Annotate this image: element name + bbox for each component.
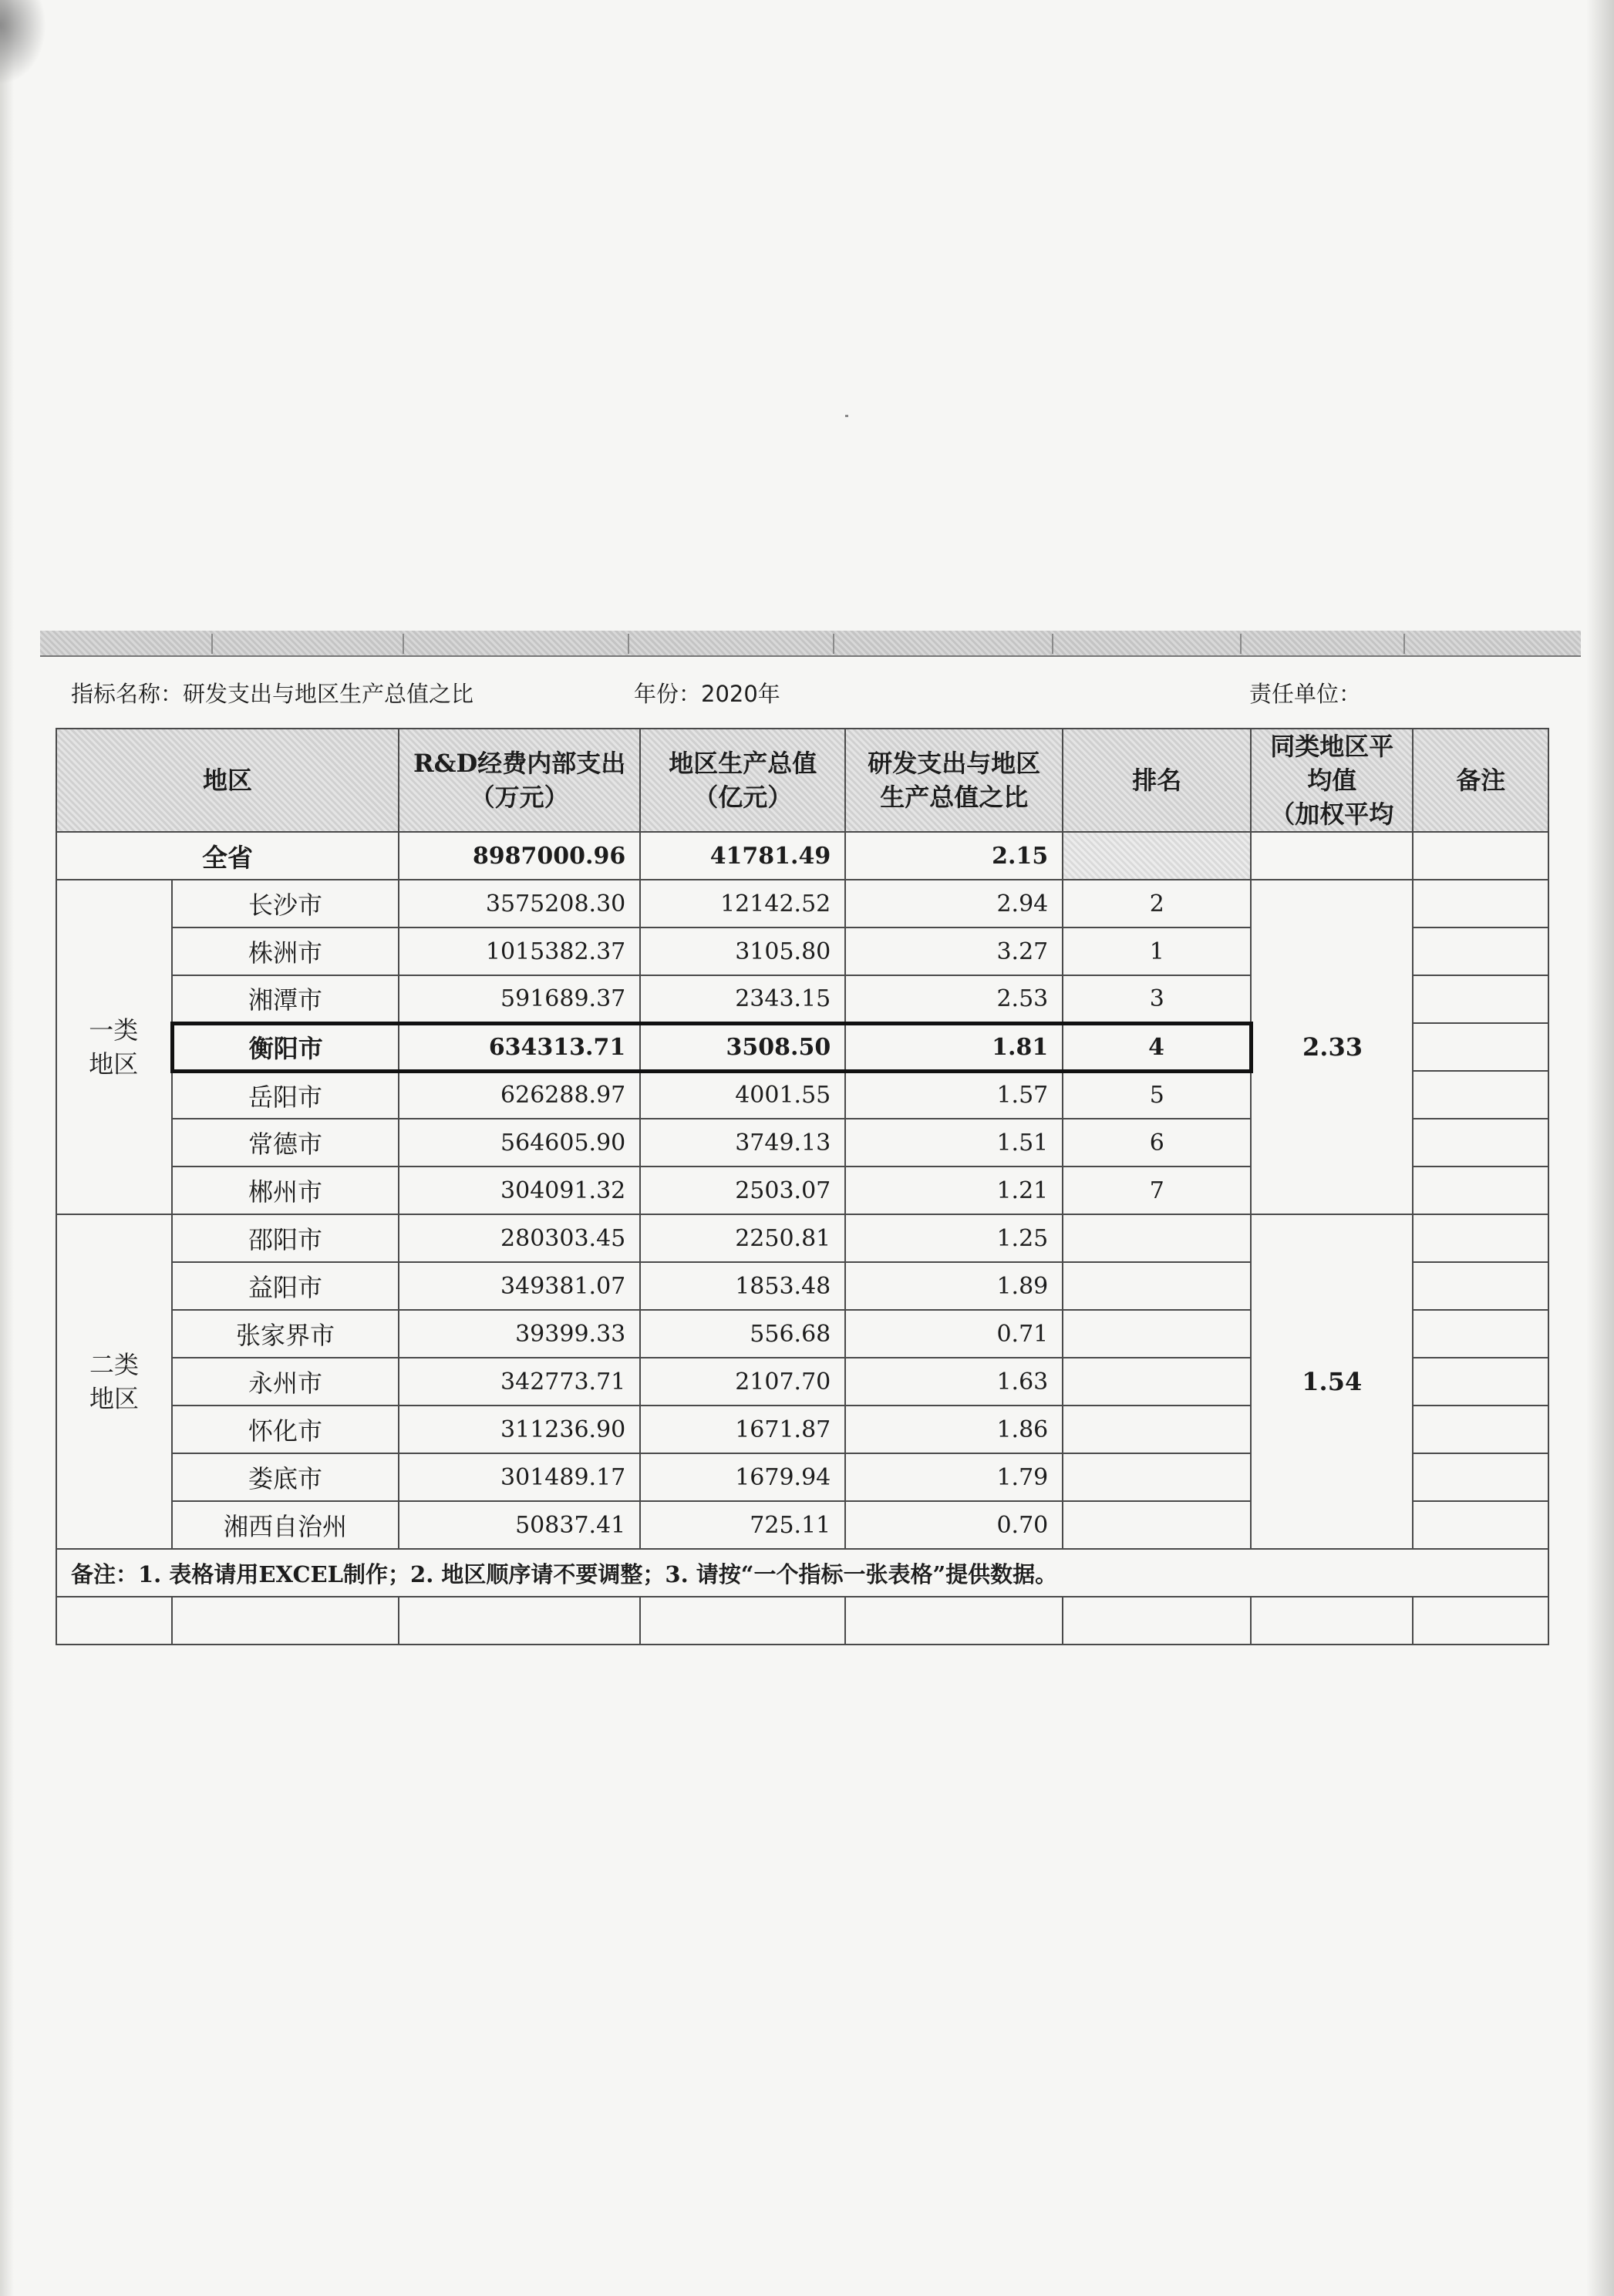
gdp-value: 2503.07 [640,1167,845,1214]
remark-cell [1413,1358,1548,1406]
remark-cell [1413,880,1548,927]
city-name: 湘潭市 [172,975,399,1023]
header-gdp-line2: （亿元） [693,783,793,812]
column-divider [1403,634,1405,654]
table-row [56,1214,1548,1262]
rd-value: 280303.45 [399,1214,640,1262]
remark-cell [1413,975,1548,1023]
empty-cell [1063,1597,1251,1645]
remark-cell [1413,1119,1548,1167]
empty-cell [1251,1597,1413,1645]
rd-value: 311236.90 [399,1406,640,1453]
empty-cell [640,1597,845,1645]
remark-cell [1413,1501,1548,1549]
ratio-value: 1.79 [845,1453,1063,1501]
header-ratio-line2: 生产总值之比 [880,783,1029,812]
remark-cell [1413,1406,1548,1453]
gdp-value: 12142.52 [640,880,845,927]
gdp-value: 2107.70 [640,1358,845,1406]
header-rd-spending [399,729,640,832]
header-avg-line2: 均值 [1307,766,1357,795]
remark-cell [1413,927,1548,975]
table-row [56,880,1548,927]
column-divider [211,634,213,654]
paper-edge-left [0,0,14,2296]
city-name: 湘西自治州 [172,1501,399,1549]
ratio-value: 0.71 [845,1310,1063,1358]
ratio-value: 1.86 [845,1406,1063,1453]
rd-value: 564605.90 [399,1119,640,1167]
header-group-average [1251,729,1413,832]
ratio-value: 1.63 [845,1358,1063,1406]
ratio-value: 1.25 [845,1214,1063,1262]
rank-value [1063,1358,1251,1406]
rank-value: 4 [1063,1023,1251,1071]
gdp-value: 3508.50 [640,1023,845,1071]
city-name: 怀化市 [172,1406,399,1453]
remark-cell [1413,1262,1548,1310]
city-name: 常德市 [172,1119,399,1167]
empty-row [56,1597,1548,1645]
header-remark: 备注 [1413,729,1548,832]
footnote: 备注：1. 表格请用EXCEL制作；2. 地区顺序请不要调整；3. 请按“一个指标一张表格”提供数据。 [56,1549,1548,1597]
column-divider [403,634,404,654]
remark-cell [1413,1310,1548,1358]
header-avg-line1: 同类地区平 [1270,732,1394,761]
header-ratio-line1: 研发支出与地区 [868,749,1041,778]
header-ratio [845,729,1063,832]
sheet-info-row [40,657,1581,725]
remark-cell [1413,1023,1548,1071]
remark-cell [1413,1167,1548,1214]
rd-value: 626288.97 [399,1071,640,1119]
column-divider [628,634,629,654]
province-rd: 8987000.96 [399,832,640,880]
province-ratio: 2.15 [845,832,1063,880]
rd-value: 3575208.30 [399,880,640,927]
group-label-line1: 一类 [89,1015,139,1045]
column-header-strip [40,631,1581,657]
responsible-unit: 责任单位： [1249,681,1362,707]
rank-value: 5 [1063,1071,1251,1119]
scan-smudge [0,0,46,85]
province-row [56,832,1548,880]
city-name: 益阳市 [172,1262,399,1310]
ratio-value: 1.57 [845,1071,1063,1119]
rank-value: 7 [1063,1167,1251,1214]
province-rank [1063,832,1251,880]
ratio-value: 1.89 [845,1262,1063,1310]
group-average: 1.54 [1251,1214,1413,1549]
column-divider [833,634,834,654]
rd-value: 39399.33 [399,1310,640,1358]
ratio-value: 3.27 [845,927,1063,975]
header-gdp-line1: 地区生产总值 [669,749,817,778]
scan-speck [845,415,848,417]
city-name: 衡阳市 [172,1023,399,1071]
gdp-value: 1853.48 [640,1262,845,1310]
table-header-row [56,729,1548,832]
ratio-value: 1.21 [845,1167,1063,1214]
header-avg-line3: （加权平均 [1270,800,1394,829]
city-name: 岳阳市 [172,1071,399,1119]
empty-cell [399,1597,640,1645]
gdp-value: 3749.13 [640,1119,845,1167]
spreadsheet-printout [40,631,1581,1662]
empty-cell [845,1597,1063,1645]
ratio-value: 1.51 [845,1119,1063,1167]
rank-value: 3 [1063,975,1251,1023]
empty-cell [1413,1597,1548,1645]
city-name: 长沙市 [172,880,399,927]
city-name: 郴州市 [172,1167,399,1214]
data-table [56,728,1549,1645]
city-name: 永州市 [172,1358,399,1406]
rd-value: 349381.07 [399,1262,640,1310]
gdp-value: 2250.81 [640,1214,845,1262]
remark-cell [1413,1453,1548,1501]
group-average: 2.33 [1251,880,1413,1214]
group-label [56,880,172,1214]
ratio-value: 2.94 [845,880,1063,927]
rank-value [1063,1310,1251,1358]
gdp-value: 2343.15 [640,975,845,1023]
city-name: 娄底市 [172,1453,399,1501]
year: 年份：2020年 [634,681,780,707]
province-average [1251,832,1413,880]
header-region: 地区 [56,729,399,832]
rank-value: 1 [1063,927,1251,975]
group-label-line2: 地区 [89,1049,139,1079]
group-label-line2: 地区 [89,1384,139,1413]
rd-value: 1015382.37 [399,927,640,975]
city-name: 张家界市 [172,1310,399,1358]
gdp-value: 725.11 [640,1501,845,1549]
empty-cell [172,1597,399,1645]
ratio-value: 1.81 [845,1023,1063,1071]
rd-value: 301489.17 [399,1453,640,1501]
remark-cell [1413,1071,1548,1119]
rd-value: 591689.37 [399,975,640,1023]
header-rd-line1: R&D经费内部支出 [413,749,626,778]
paper-edge-right [1586,0,1614,2296]
header-gdp [640,729,845,832]
rank-value [1063,1406,1251,1453]
province-name: 全省 [56,832,399,880]
rank-value [1063,1214,1251,1262]
header-rd-line2: （万元） [470,783,569,812]
empty-cell [56,1597,172,1645]
ratio-value: 0.70 [845,1501,1063,1549]
header-rank: 排名 [1063,729,1251,832]
rank-value: 2 [1063,880,1251,927]
column-divider [1240,634,1242,654]
gdp-value: 1679.94 [640,1453,845,1501]
column-divider [1052,634,1053,654]
rank-value: 6 [1063,1119,1251,1167]
rd-value: 634313.71 [399,1023,640,1071]
rank-value [1063,1501,1251,1549]
gdp-value: 4001.55 [640,1071,845,1119]
gdp-value: 556.68 [640,1310,845,1358]
ratio-value: 2.53 [845,975,1063,1023]
province-remark [1413,832,1548,880]
group-label [56,1214,172,1549]
city-name: 株洲市 [172,927,399,975]
rd-value: 50837.41 [399,1501,640,1549]
footnote-row [56,1549,1548,1597]
rd-value: 342773.71 [399,1358,640,1406]
gdp-value: 1671.87 [640,1406,845,1453]
indicator-name: 指标名称：研发支出与地区生产总值之比 [71,681,474,707]
remark-cell [1413,1214,1548,1262]
group-label-line1: 二类 [89,1350,139,1379]
rank-value [1063,1453,1251,1501]
city-name: 邵阳市 [172,1214,399,1262]
rank-value [1063,1262,1251,1310]
gdp-value: 3105.80 [640,927,845,975]
province-gdp: 41781.49 [640,832,845,880]
rd-value: 304091.32 [399,1167,640,1214]
